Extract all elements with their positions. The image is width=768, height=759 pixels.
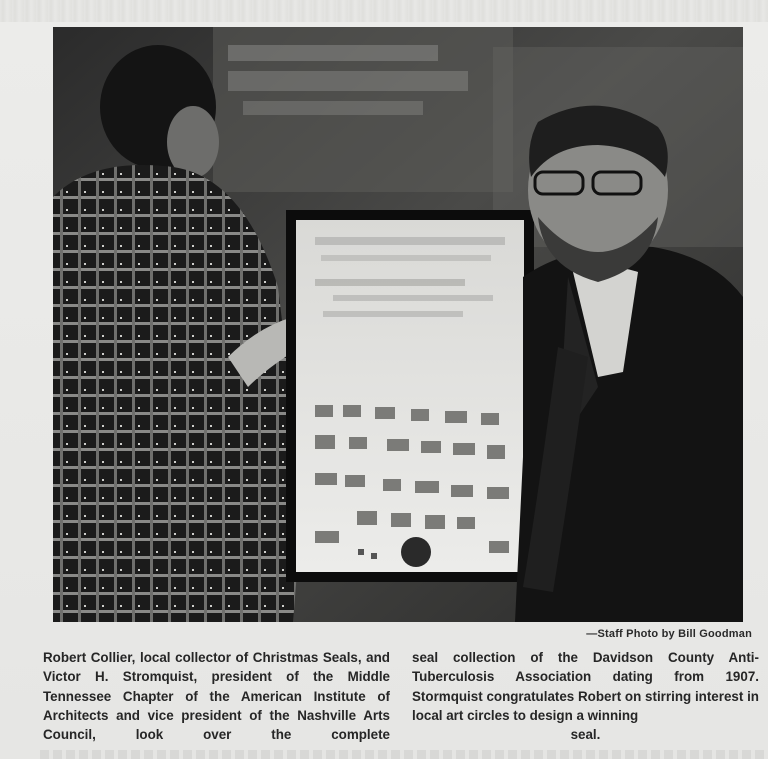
caption-column-right [412, 648, 759, 743]
framed-seal-collection [286, 210, 534, 582]
photo-credit: —Staff Photo by Bill Goodman [586, 628, 752, 640]
previous-article-bleed [0, 0, 768, 22]
photo-caption [43, 648, 759, 743]
caption-column-right-last-line: seal. [570, 727, 601, 743]
caption-column-left: Robert Collier, local collector of Christmas Seals, and Victor H. Stromquist, president of the Middle Tennessee Chapter of the American Institute of Architects and vice president of the Nashville Arts Council, look over the complete [43, 650, 390, 743]
news-photo [53, 27, 743, 622]
caption-column-right-text: seal collection of the Davidson County Anti-Tuberculosis Association dating from 1907. Stormquist congratulates Robert on stirring interest in local art circles to design a winning [412, 650, 759, 723]
next-article-bleed [40, 750, 768, 759]
photo-illustration [53, 27, 743, 622]
